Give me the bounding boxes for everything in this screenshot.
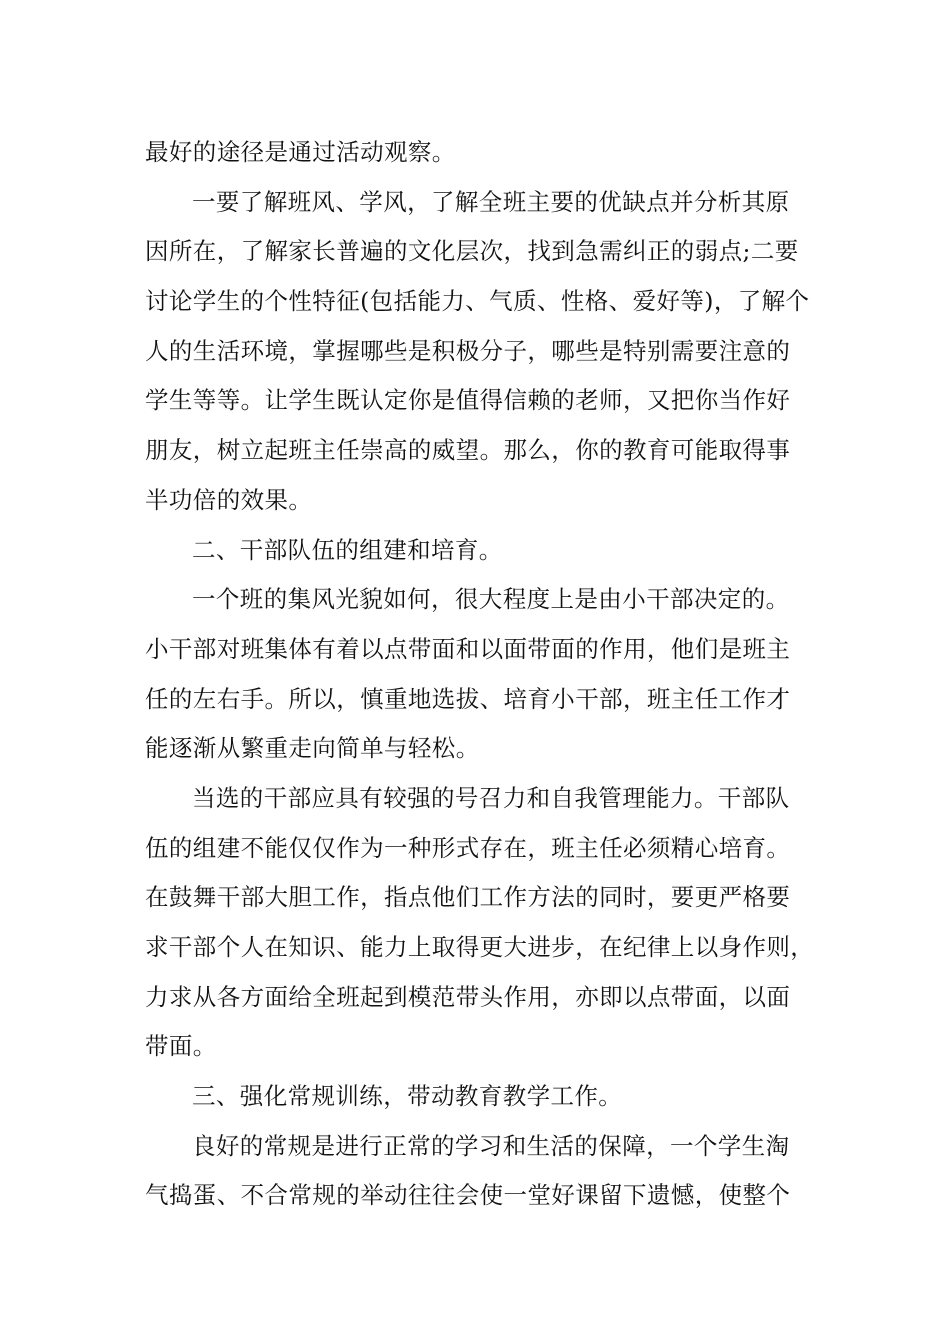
text-line: 学生等等。让学生既认定你是值得信赖的老师，又把你当作好: [145, 386, 791, 415]
text-line: 求干部个人在知识、能力上取得更大进步，在纪律上以身作则，: [145, 933, 815, 961]
section-heading: 二、干部队伍的组建和培育。: [192, 535, 503, 564]
text-line: 讨论学生的个性特征(包括能力、气质、性格、爱好等)，了解个: [145, 287, 810, 316]
text-line: 气捣蛋、不合常规的举动往往会使一堂好课留下遗憾，使整个: [145, 1181, 791, 1210]
text-line: 最好的途径是通过活动观察。: [145, 138, 456, 166]
document-body: [145, 128, 815, 1221]
text-line: 伍的组建不能仅仅作为一种形式存在，班主任必须精心培育。: [145, 833, 791, 862]
section-heading: 三、强化常规训练，带动教育教学工作。: [192, 1082, 623, 1111]
text-line: 能逐渐从繁重走向简单与轻松。: [145, 734, 480, 763]
text-line: 朋友，树立起班主任崇高的威望。那么，你的教育可能取得事: [145, 436, 791, 465]
paragraph-start-line: 当选的干部应具有较强的号召力和自我管理能力。干部队: [192, 783, 790, 812]
paragraph-start-line: 一个班的集风光貌如何，很大程度上是由小干部决定的。: [192, 585, 790, 614]
paragraph-start-line: 良好的常规是进行正常的学习和生活的保障，一个学生淘: [192, 1131, 790, 1160]
text-line: 在鼓舞干部大胆工作，指点他们工作方法的同时，要更严格要: [145, 883, 791, 912]
text-line: 人的生活环境，掌握哪些是积极分子，哪些是特别需要注意的: [145, 336, 791, 365]
text-line: 小干部对班集体有着以点带面和以面带面的作用，他们是班主: [145, 634, 791, 663]
text-line: 力求从各方面给全班起到模范带头作用，亦即以点带面，以面: [145, 982, 791, 1011]
text-line: 因所在，了解家长普遍的文化层次，找到急需纠正的弱点;二要: [145, 237, 799, 266]
text-line: 半功倍的效果。: [145, 485, 313, 514]
text-line: 带面。: [145, 1032, 217, 1061]
paragraph-start-line: 一要了解班风、学风，了解全班主要的优缺点并分析其原: [192, 187, 790, 216]
text-line: 任的左右手。所以，慎重地选拔、培育小干部，班主任工作才: [145, 684, 791, 713]
